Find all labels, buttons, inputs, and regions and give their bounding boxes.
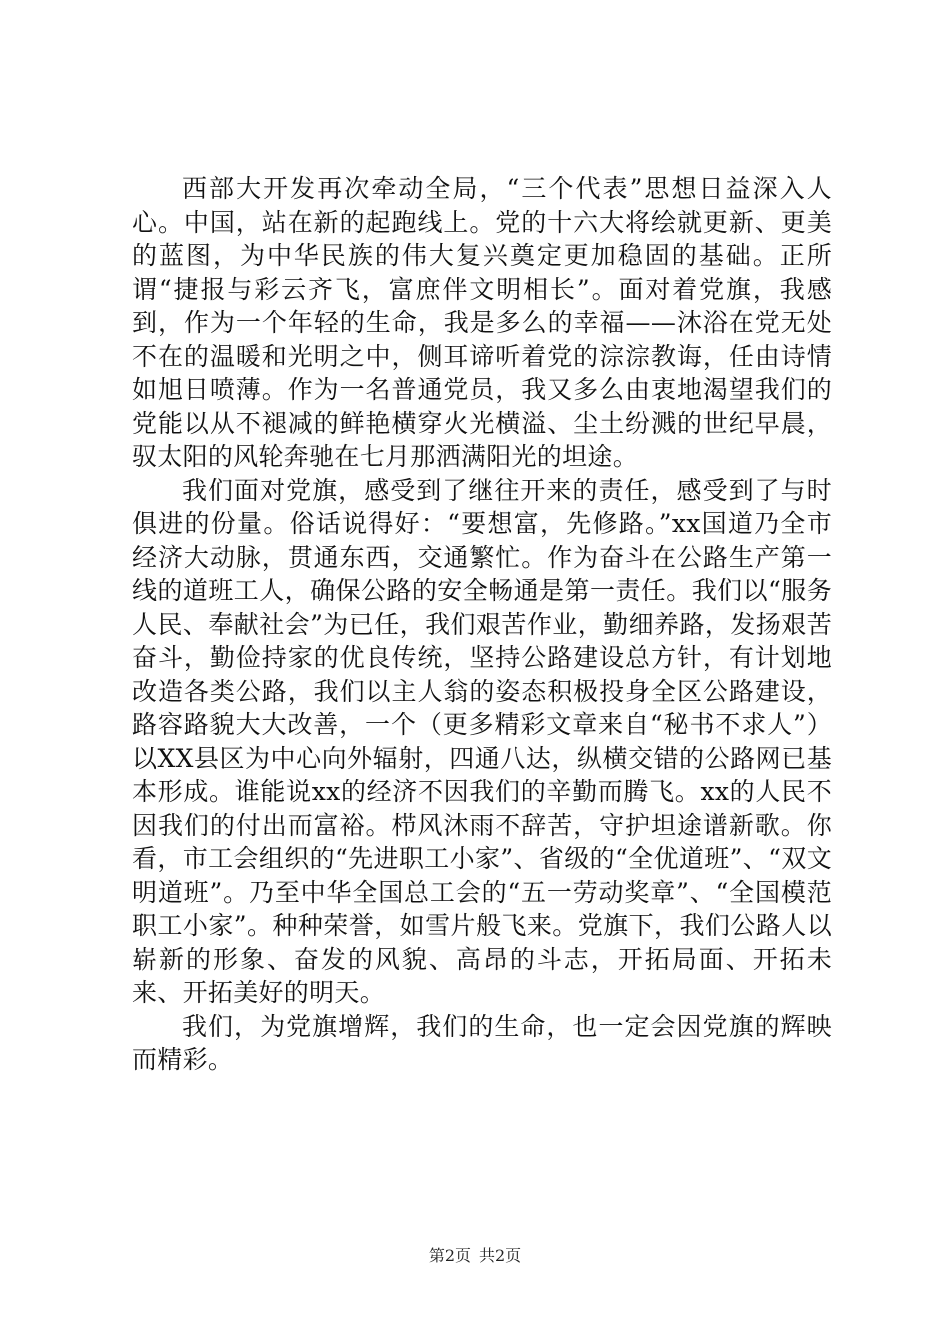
paragraph-2: 我们面对党旗，感受到了继往开来的责任，感受到了与时俱进的份量。俗话说得好：“要想富，先修路。”xx国道乃全市经济大动脉，贯通东西，交通繁忙。作为奋斗在公路生产第一线的道班工人，确保公路的安全畅通是第一责任。我们以“服务人民、奉献社会”为已任，我们艰苦作业，勤细养路，发扬艰苦奋斗，勤俭持家的优良传统，坚持公路建设总方针，有计划地改造各类公路，我们以主人翁的姿态积极投身全区公路建设，路容路貌大大改善，一个（更多精彩文章来自“秘书不求人”）以XX县区为中心向外辐射，四通八达，纵横交错的公路网已基本形成。谁能说xx的经济不因我们的辛勤而腾飞。xx的人民不因我们的付出而富裕。栉风沐雨不辞苦，守护坦途谱新歌。你看，市工会组织的“先进职工小家”、省级的“全优道班”、“双文明道班”。乃至中华全国总工会的“五一劳动奖章”、“全国模范职工小家”。种种荣誉，如雪片般飞来。党旗下，我们公路人以崭新的形象、奋发的风貌、高昂的斗志，开拓局面、开拓未来、开拓美好的明天。 (132, 475, 832, 1007)
document-body (132, 172, 832, 1077)
paragraph-1: 西部大开发再次牵动全局，“三个代表”思想日益深入人心。中国，站在新的起跑线上。党的十六大将绘就更新、更美的蓝图，为中华民族的伟大复兴奠定更加稳固的基础。正所谓“捷报与彩云齐飞，富庶伴文明相长”。面对着党旗，我感到，作为一个年轻的生命，我是多么的幸福——沐浴在党无处不在的温暖和光明之中，侧耳谛听着党的淙淙教诲，任由诗情如旭日喷薄。作为一名普通党员，我又多么由衷地渴望我们的党能以从不褪减的鲜艳横穿火光横溢、尘土纷溅的世纪早晨，驭太阳的风轮奔驰在七月那洒满阳光的坦途。 (132, 174, 832, 471)
page-number: 第2页 (428, 1246, 471, 1265)
page-footer (0, 1245, 950, 1267)
page-total: 共2页 (479, 1246, 522, 1265)
paragraph-3: 我们，为党旗增辉，我们的生命，也一定会因党旗的辉映而精彩。 (132, 1011, 832, 1074)
